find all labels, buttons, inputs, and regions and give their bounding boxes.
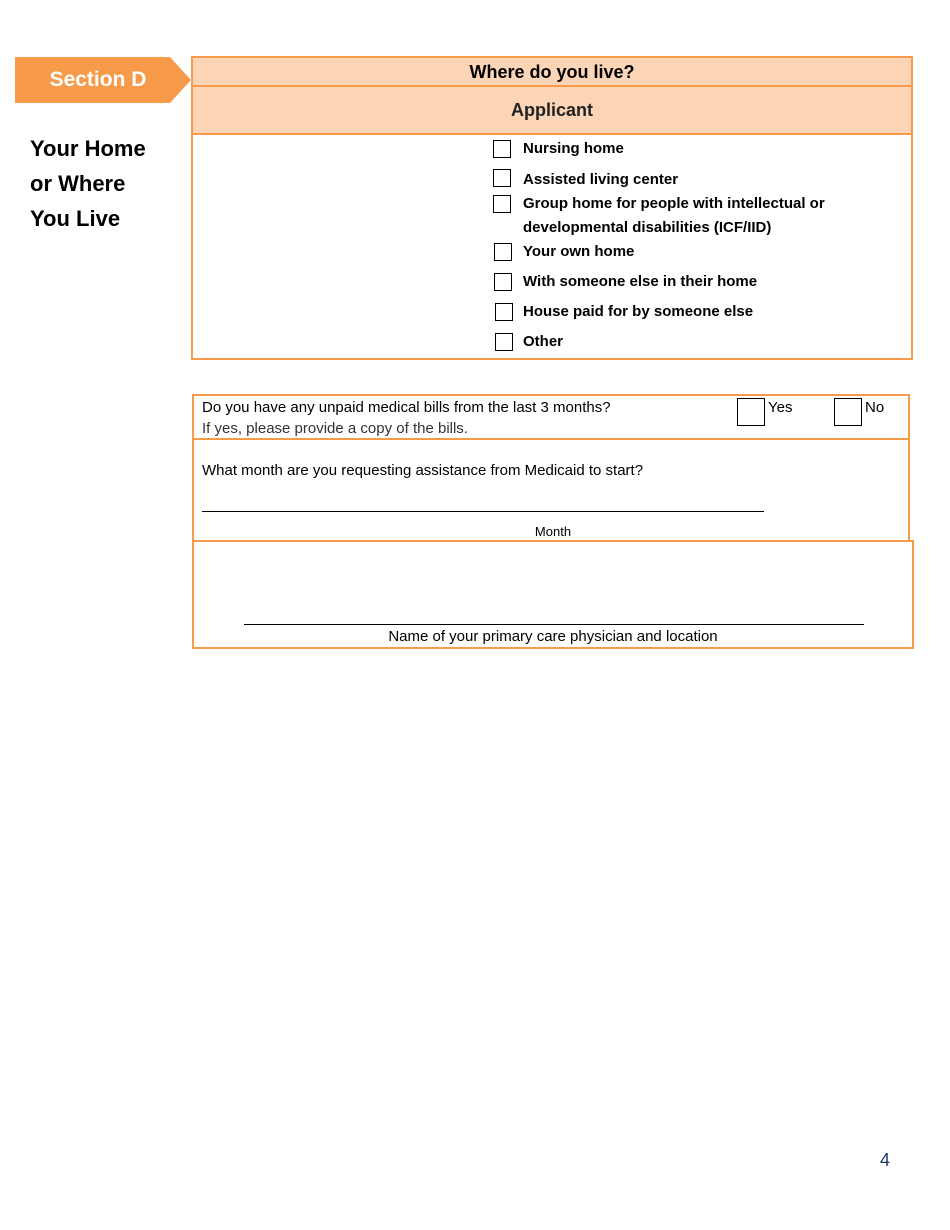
page-number: 4 [880,1150,891,1170]
start-month-row [192,438,910,542]
unpaid-bills-question: Do you have any unpaid medical bills from the last 3 months? [202,399,611,416]
own-home-label: Your own home [523,243,635,260]
start-month-question: What month are you requesting assistance from Medicaid to start? [202,462,644,479]
bills-yes-label: Yes [768,399,793,416]
nursing-home-checkbox[interactable] [493,140,511,158]
own-home-checkbox[interactable] [494,243,512,261]
group-home-label: Group home for people with intellectual or developmental disabilities (ICF/IID) [523,195,825,236]
bills-no-checkbox[interactable] [834,398,862,426]
bills-yes-checkbox[interactable] [737,398,765,426]
other-checkbox[interactable] [495,333,513,351]
physician-input-line[interactable] [244,624,864,625]
group-home-checkbox[interactable] [493,195,511,213]
someone-else-home-label: With someone else in their home [523,273,758,290]
other-label: Other [523,333,564,350]
living-header: Where do you live? [191,56,913,87]
section-title-line: You Live [30,206,121,231]
start-month-input-line[interactable] [202,511,764,512]
bills-no-label: No [865,399,885,416]
house-paid-label: House paid for by someone else [523,303,754,320]
section-title-line: Your Home [30,136,146,161]
house-paid-checkbox[interactable] [495,303,513,321]
assisted-living-label: Assisted living center [523,171,679,188]
start-month-caption: Month [534,524,572,539]
section-tab [15,57,191,103]
section-title-line: or Where [30,171,126,196]
unpaid-bills-row [192,394,910,440]
physician-row [192,540,914,649]
living-options [191,133,913,360]
assisted-living-checkbox[interactable] [493,169,511,187]
unpaid-bills-note: If yes, please provide a copy of the bills. [202,420,468,437]
applicant-header: Applicant [191,85,913,135]
section-label: Section D [49,68,147,91]
nursing-home-label: Nursing home [523,140,624,157]
someone-else-home-checkbox[interactable] [494,273,512,291]
section-title [30,131,180,236]
physician-caption: Name of your primary care physician and location [388,628,718,645]
